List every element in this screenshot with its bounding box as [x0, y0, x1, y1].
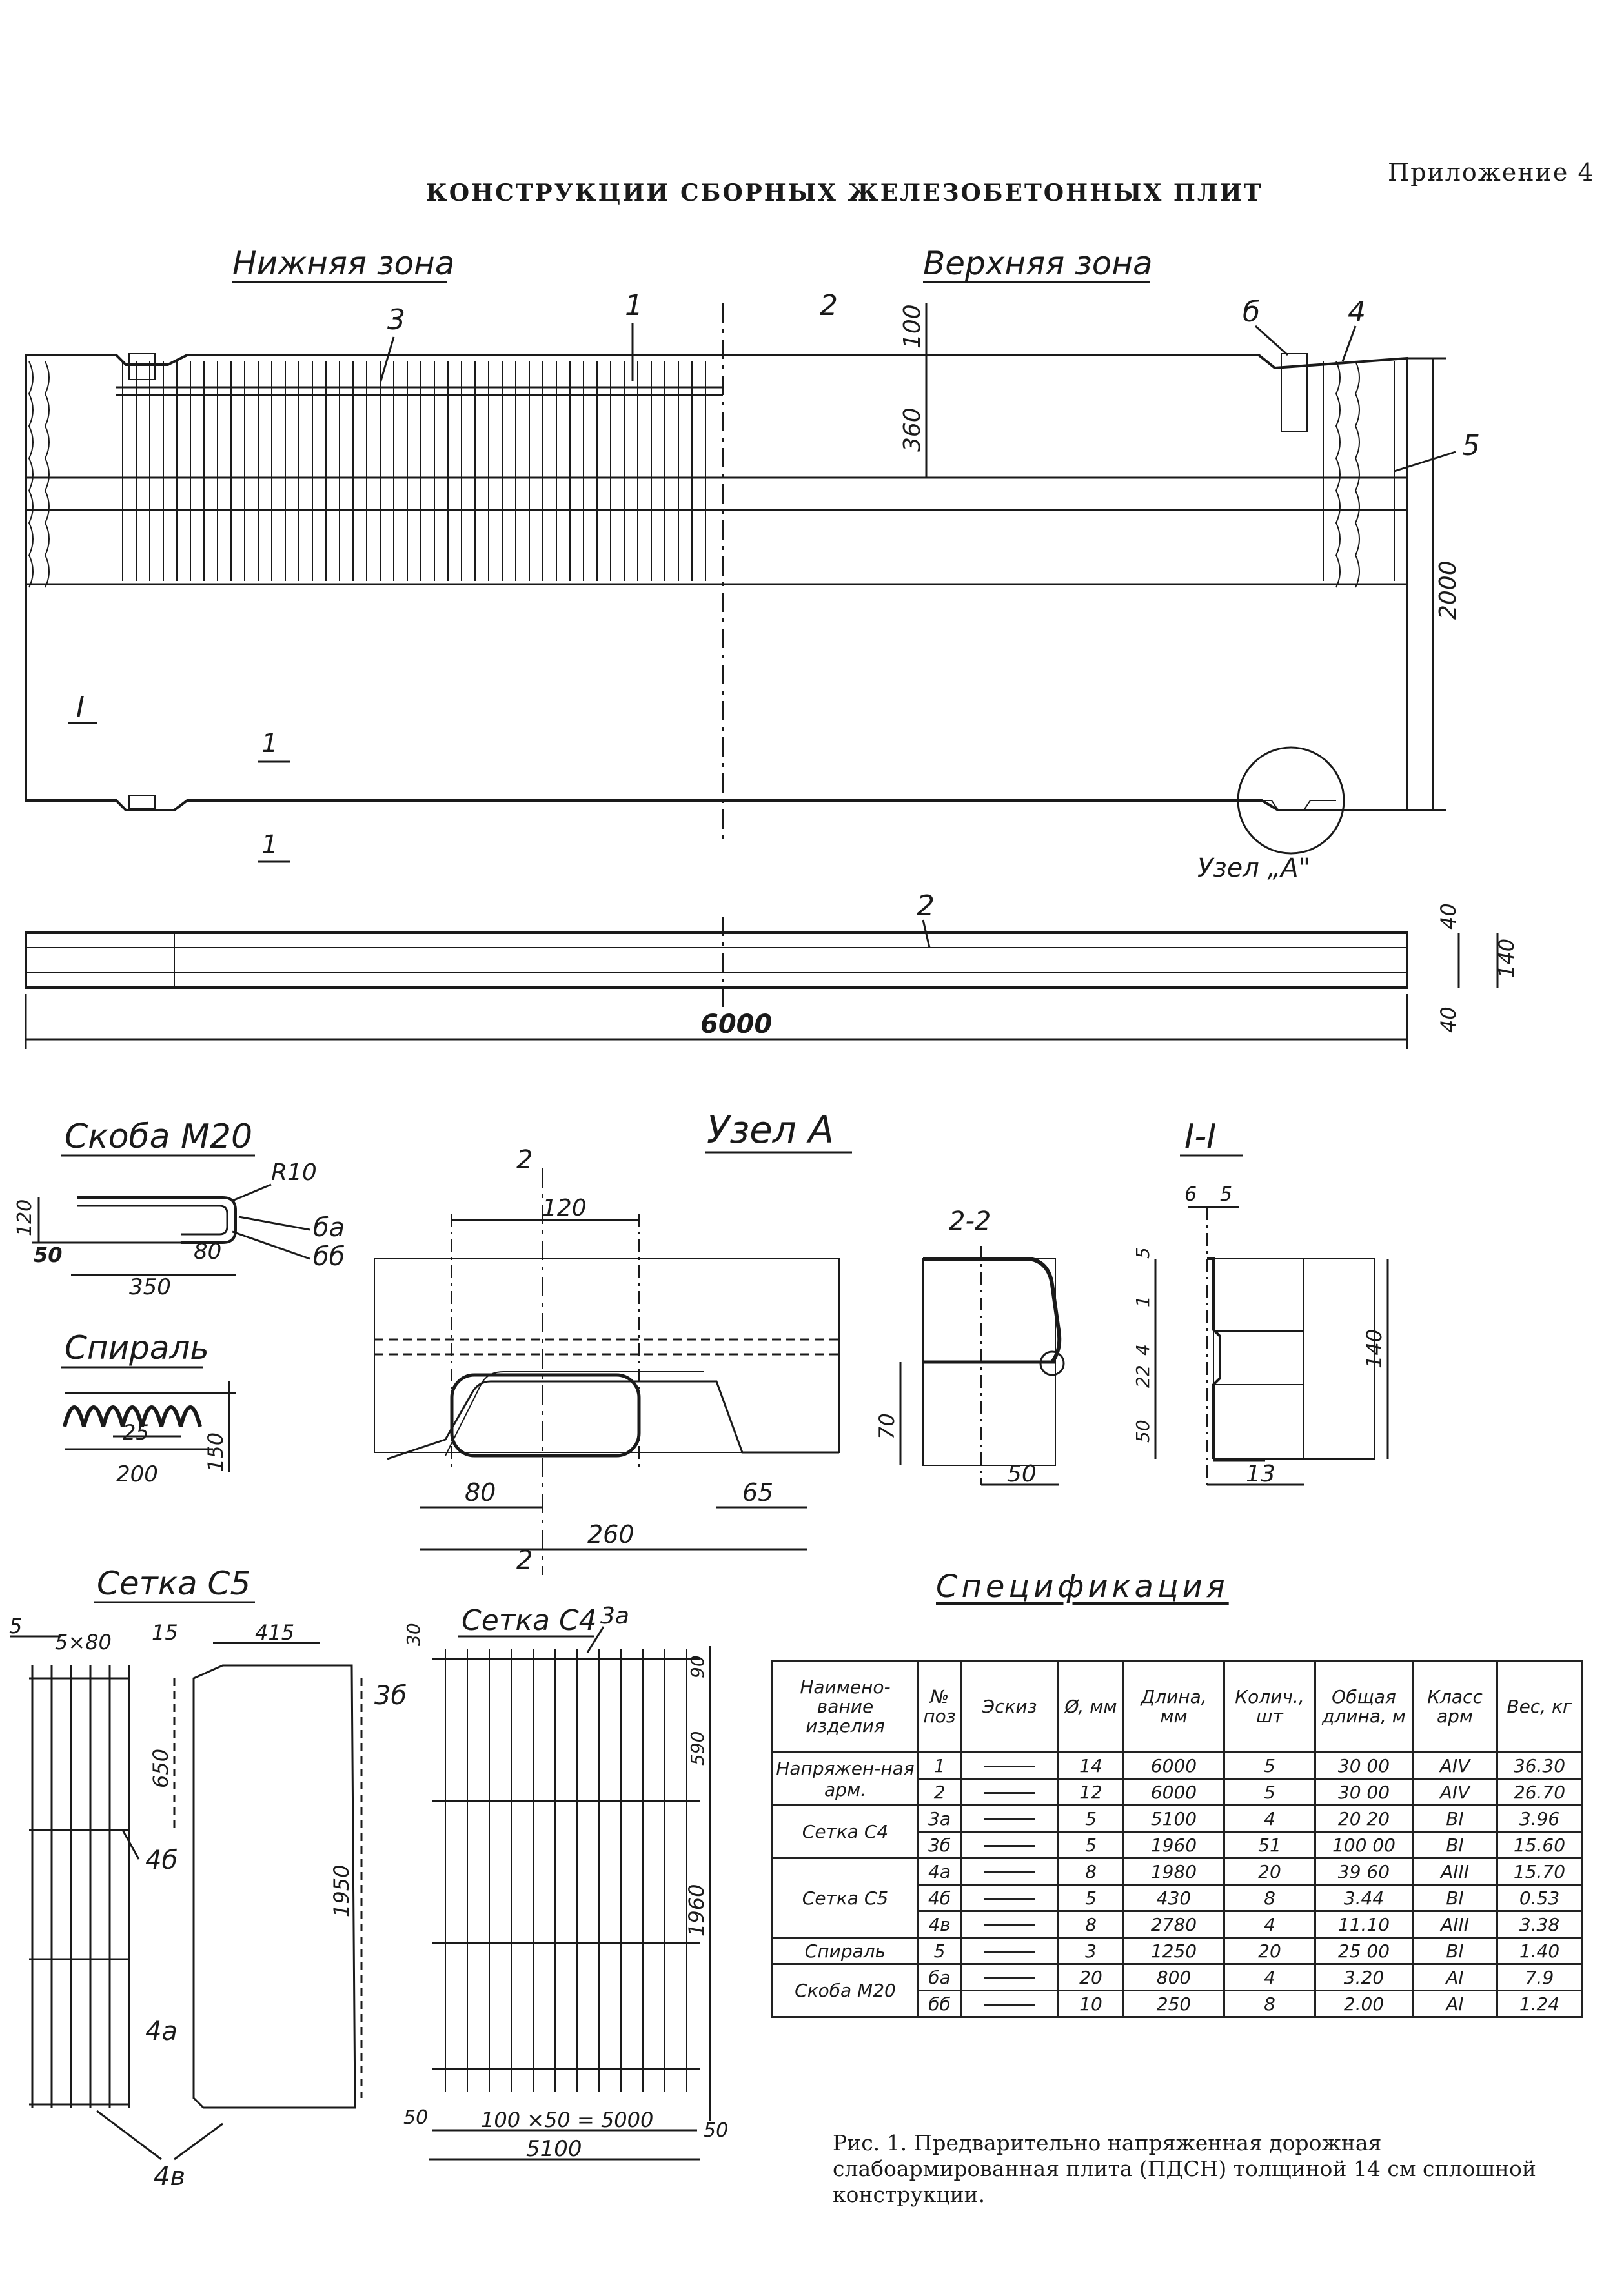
spec-cell-pos: 4б — [919, 1885, 961, 1911]
spec-col-pos: № поз — [919, 1662, 961, 1753]
spec-col-name: Наимено-вание изделия — [773, 1662, 919, 1753]
spec-cell-qty: 8 — [1224, 1885, 1315, 1911]
spec-cell-name: Напряжен-ная арм. — [773, 1753, 919, 1806]
mesh-c4-dim-90: 90 — [687, 1655, 708, 1678]
spec-cell-diameter: 20 — [1059, 1964, 1124, 1991]
spec-cell-length: 430 — [1124, 1885, 1224, 1911]
spec-cell-pos: 4а — [919, 1858, 961, 1885]
spec-cell-name: Спираль — [773, 1938, 919, 1964]
spec-cell-sketch — [961, 1938, 1059, 1964]
spec-cell-qty: 20 — [1224, 1858, 1315, 1885]
table-row — [773, 1964, 1582, 1991]
bracket-title: Скоба М20 — [65, 1117, 253, 1156]
node-a-dim-65: 65 — [742, 1478, 774, 1507]
cut-mark-top: 1 — [261, 729, 278, 758]
spec-cell-total: 39 60 — [1315, 1858, 1413, 1885]
spec-cell-weight: 7.9 — [1497, 1964, 1582, 1991]
bracket-m20 — [14, 1117, 345, 1300]
dim-140: 140 — [1494, 938, 1519, 978]
bracket-dim-50: 50 — [34, 1243, 63, 1267]
spec-cell-class: AI — [1413, 1991, 1497, 2017]
section-2-2 — [875, 1206, 1064, 1487]
spec-cell-qty: 5 — [1224, 1753, 1315, 1779]
spec-cell-name: Сетка С4 — [773, 1806, 919, 1858]
spec-cell-diameter: 5 — [1059, 1806, 1124, 1832]
spec-cell-length: 2780 — [1124, 1911, 1224, 1938]
appendix-label: Приложение 4 — [1388, 158, 1595, 187]
spec-cell-weight: 0.53 — [1497, 1885, 1582, 1911]
bracket-dim-120: 120 — [14, 1199, 36, 1236]
spec-cell-class: AIV — [1413, 1753, 1497, 1779]
spec-cell-diameter: 10 — [1059, 1991, 1124, 2017]
section-mark: I — [76, 691, 85, 724]
spec-col-qty: Колич., шт — [1224, 1662, 1315, 1753]
spec-cell-sketch — [961, 1832, 1059, 1858]
dim-40-bottom: 40 — [1436, 1006, 1461, 1033]
cut-mark-bottom: 1 — [261, 830, 278, 860]
spec-cell-weight: 1.40 — [1497, 1938, 1582, 1964]
spec-cell-weight: 15.60 — [1497, 1832, 1582, 1858]
spec-col-diameter: Ø, мм — [1059, 1662, 1124, 1753]
plan-label-3: 3 — [387, 303, 405, 336]
spec-cell-qty: 4 — [1224, 1911, 1315, 1938]
spec-cell-weight: 36.30 — [1497, 1753, 1582, 1779]
spec-cell-total: 20 20 — [1315, 1806, 1413, 1832]
plan-view — [26, 245, 1480, 883]
plan-label-2: 2 — [820, 289, 838, 322]
section-1-1-dim-5b: 5 — [1132, 1247, 1153, 1259]
spec-cell-length: 1250 — [1124, 1938, 1224, 1964]
mesh-c4-label-3b: 3б — [374, 1681, 407, 1711]
spec-cell-qty: 20 — [1224, 1938, 1315, 1964]
spec-cell-class: AIII — [1413, 1911, 1497, 1938]
mesh-c4-bars — [445, 1649, 687, 2092]
mesh-c4-dim-50-left: 50 — [403, 2106, 429, 2129]
spec-cell-sketch — [961, 1858, 1059, 1885]
spec-cell-pos: 1 — [919, 1753, 961, 1779]
bracket-dim-350: 350 — [129, 1274, 171, 1300]
spec-cell-total: 3.44 — [1315, 1885, 1413, 1911]
mesh-c4-dim-5100: 5100 — [526, 2136, 582, 2162]
spec-cell-pos: 3а — [919, 1806, 961, 1832]
page-title: КОНСТРУКЦИИ СБОРНЫХ ЖЕЛЕЗОБЕТОННЫХ ПЛИТ — [426, 179, 1263, 207]
spec-cell-class: BI — [1413, 1885, 1497, 1911]
spec-cell-total: 30 00 — [1315, 1779, 1413, 1806]
section-1-1-dim-5: 5 — [1220, 1183, 1233, 1206]
mesh-c5-title: Сетка С5 — [97, 1565, 251, 1602]
spec-cell-sketch — [961, 1753, 1059, 1779]
spec-cell-diameter: 5 — [1059, 1885, 1124, 1911]
zone-bottom-title: Нижняя зона — [232, 245, 455, 282]
spiral — [61, 1329, 236, 1487]
bracket-dim-80: 80 — [194, 1239, 222, 1265]
node-a-dim-260: 260 — [587, 1520, 634, 1549]
mesh-c4-dim-590: 590 — [687, 1731, 708, 1766]
node-a-title: Узел А — [707, 1108, 835, 1152]
spec-header-row — [773, 1662, 1582, 1753]
spec-title: Спецификация — [936, 1569, 1229, 1605]
table-row — [773, 1858, 1582, 1885]
spec-cell-diameter: 14 — [1059, 1753, 1124, 1779]
spiral-title: Спираль — [65, 1329, 209, 1367]
spec-cell-weight: 3.96 — [1497, 1806, 1582, 1832]
section-2-2-dim-70: 70 — [875, 1413, 899, 1440]
table-row — [773, 1938, 1582, 1964]
mesh-c4-title: Сетка С4 — [462, 1604, 597, 1637]
spec-cell-total: 2.00 — [1315, 1991, 1413, 2017]
bracket-label-6a: ба — [313, 1213, 345, 1243]
spec-cell-diameter: 8 — [1059, 1858, 1124, 1885]
spec-cell-name: Скоба М20 — [773, 1964, 919, 2017]
spec-cell-diameter: 3 — [1059, 1938, 1124, 1964]
dim-360: 360 — [899, 407, 926, 452]
section-2-2-title: 2-2 — [949, 1206, 991, 1236]
spec-cell-weight: 3.38 — [1497, 1911, 1582, 1938]
node-a-cut-bottom: 2 — [516, 1545, 533, 1575]
spec-cell-qty: 4 — [1224, 1806, 1315, 1832]
bracket-r10: R10 — [271, 1159, 317, 1186]
node-a-dim-120: 120 — [542, 1195, 587, 1221]
spec-cell-diameter: 12 — [1059, 1779, 1124, 1806]
spec-cell-total: 11.10 — [1315, 1911, 1413, 1938]
spec-cell-qty: 5 — [1224, 1779, 1315, 1806]
mesh-c4-label-3a: 3а — [600, 1603, 629, 1629]
node-a-detail — [374, 1108, 852, 1575]
section-1-1-dim-50: 50 — [1132, 1420, 1153, 1443]
spec-col-sketch: Эскиз — [961, 1662, 1059, 1753]
mesh-c5-label-4b: 4б — [145, 1846, 178, 1875]
spec-cell-pos: 2 — [919, 1779, 961, 1806]
spiral-dim-200: 200 — [116, 1461, 158, 1487]
zone-top-title: Верхняя зона — [923, 245, 1153, 282]
mesh-c5-label-4a: 4а — [145, 2017, 178, 2046]
spec-col-class: Класс арм — [1413, 1662, 1497, 1753]
spec-cell-class: AIII — [1413, 1858, 1497, 1885]
plan-label-5: 5 — [1462, 429, 1480, 462]
spec-col-weight: Вес, кг — [1497, 1662, 1582, 1753]
table-row — [773, 1806, 1582, 1832]
spec-cell-pos: ба — [919, 1964, 961, 1991]
side-label-2: 2 — [917, 890, 935, 922]
section-1-1-dim-13: 13 — [1246, 1461, 1275, 1487]
plan-label-6: б — [1243, 296, 1261, 329]
spec-cell-pos: 3б — [919, 1832, 961, 1858]
spec-cell-sketch — [961, 1885, 1059, 1911]
spec-cell-length: 5100 — [1124, 1806, 1224, 1832]
mesh-c5-bars — [32, 1665, 129, 2108]
spec-cell-total: 25 00 — [1315, 1938, 1413, 1964]
mesh-c4 — [374, 1603, 728, 2162]
mesh-c4-dim-1960: 1960 — [684, 1884, 709, 1937]
spec-cell-length: 6000 — [1124, 1779, 1224, 1806]
spec-cell-total: 3.20 — [1315, 1964, 1413, 1991]
mesh-c5-dim-5x80: 5×80 — [55, 1630, 112, 1654]
bracket-label-6b: бб — [313, 1242, 345, 1272]
mesh-c4-dim-100x50: 100 ×50 = 5000 — [481, 2108, 654, 2132]
figure-caption: Рис. 1. Предварительно напряженная дорожная слабоармированная плита (ПДСН) толщиной 14 см сплошной конструкции. — [833, 2130, 1536, 2207]
mesh-c5-dim-415: 415 — [255, 1620, 295, 1645]
section-2-2-dim-50: 50 — [1007, 1461, 1037, 1487]
spec-cell-length: 250 — [1124, 1991, 1224, 2017]
section-1-1-dim-4: 4 — [1132, 1344, 1153, 1356]
spec-cell-length: 1960 — [1124, 1832, 1224, 1858]
spec-cell-total: 100 00 — [1315, 1832, 1413, 1858]
spec-cell-sketch — [961, 1991, 1059, 2017]
plan-label-1: 1 — [625, 289, 643, 322]
spec-cell-weight: 26.70 — [1497, 1779, 1582, 1806]
mesh-c5-dim-5: 5 — [9, 1614, 23, 1638]
table-row — [773, 1753, 1582, 1779]
spec-cell-pos: бб — [919, 1991, 961, 2017]
node-a-callout: Узел „А" — [1197, 853, 1311, 883]
spec-col-total: Общая длина, м — [1315, 1662, 1413, 1753]
spec-cell-sketch — [961, 1911, 1059, 1938]
spec-cell-sketch — [961, 1806, 1059, 1832]
spec-cell-total: 30 00 — [1315, 1753, 1413, 1779]
spec-cell-sketch — [961, 1964, 1059, 1991]
spec-col-length: Длина, мм — [1124, 1662, 1224, 1753]
plan-label-4: 4 — [1348, 296, 1366, 329]
spec-cell-qty: 51 — [1224, 1832, 1315, 1858]
spec-cell-pos: 5 — [919, 1938, 961, 1964]
mesh-c5-dim-650: 650 — [148, 1748, 173, 1788]
section-1-1-dim-1: 1 — [1132, 1296, 1153, 1307]
side-view — [26, 890, 1519, 1049]
dim-40-top: 40 — [1436, 903, 1461, 930]
spec-cell-class: BI — [1413, 1938, 1497, 1964]
mesh-c4-dim-30: 30 — [403, 1623, 424, 1646]
spec-cell-qty: 4 — [1224, 1964, 1315, 1991]
section-1-1 — [1132, 1117, 1388, 1487]
spec-cell-diameter: 5 — [1059, 1832, 1124, 1858]
node-a-dim-80: 80 — [465, 1478, 496, 1507]
mesh-c5-dim-15: 15 — [152, 1620, 178, 1645]
section-1-1-dim-140: 140 — [1362, 1328, 1386, 1369]
spec-cell-pos: 4в — [919, 1911, 961, 1938]
spec-cell-length: 800 — [1124, 1964, 1224, 1991]
spec-cell-class: BI — [1413, 1832, 1497, 1858]
section-1-1-dim-6: 6 — [1184, 1183, 1197, 1206]
mesh-c4-dim-50-right: 50 — [704, 2119, 729, 2142]
dim-100: 100 — [899, 304, 926, 349]
spec-cell-weight: 15.70 — [1497, 1858, 1582, 1885]
spec-cell-class: BI — [1413, 1806, 1497, 1832]
node-a-cut-top: 2 — [516, 1145, 533, 1175]
spec-cell-weight: 1.24 — [1497, 1991, 1582, 2017]
spec-cell-diameter: 8 — [1059, 1911, 1124, 1938]
mesh-c5-dim-1950: 1950 — [329, 1864, 354, 1917]
section-1-1-title: I-I — [1184, 1117, 1217, 1156]
section-1-1-dim-22: 22 — [1132, 1365, 1153, 1388]
spec-cell-class: AI — [1413, 1964, 1497, 1991]
spiral-dim-25: 25 — [123, 1420, 149, 1445]
spec-cell-length: 6000 — [1124, 1753, 1224, 1779]
spec-cell-name: Сетка С5 — [773, 1858, 919, 1938]
dim-2000: 2000 — [1435, 560, 1461, 620]
spec-cell-length: 1980 — [1124, 1858, 1224, 1885]
mesh-c5-label-4v: 4в — [154, 2162, 186, 2192]
spec-cell-qty: 8 — [1224, 1991, 1315, 2017]
mesh-c5 — [9, 1565, 361, 2192]
spiral-dim-150: 150 — [203, 1432, 228, 1472]
spec-cell-class: AIV — [1413, 1779, 1497, 1806]
dim-6000: 6000 — [700, 1010, 773, 1039]
specification-table — [771, 1660, 1583, 2018]
spec-cell-sketch — [961, 1779, 1059, 1806]
